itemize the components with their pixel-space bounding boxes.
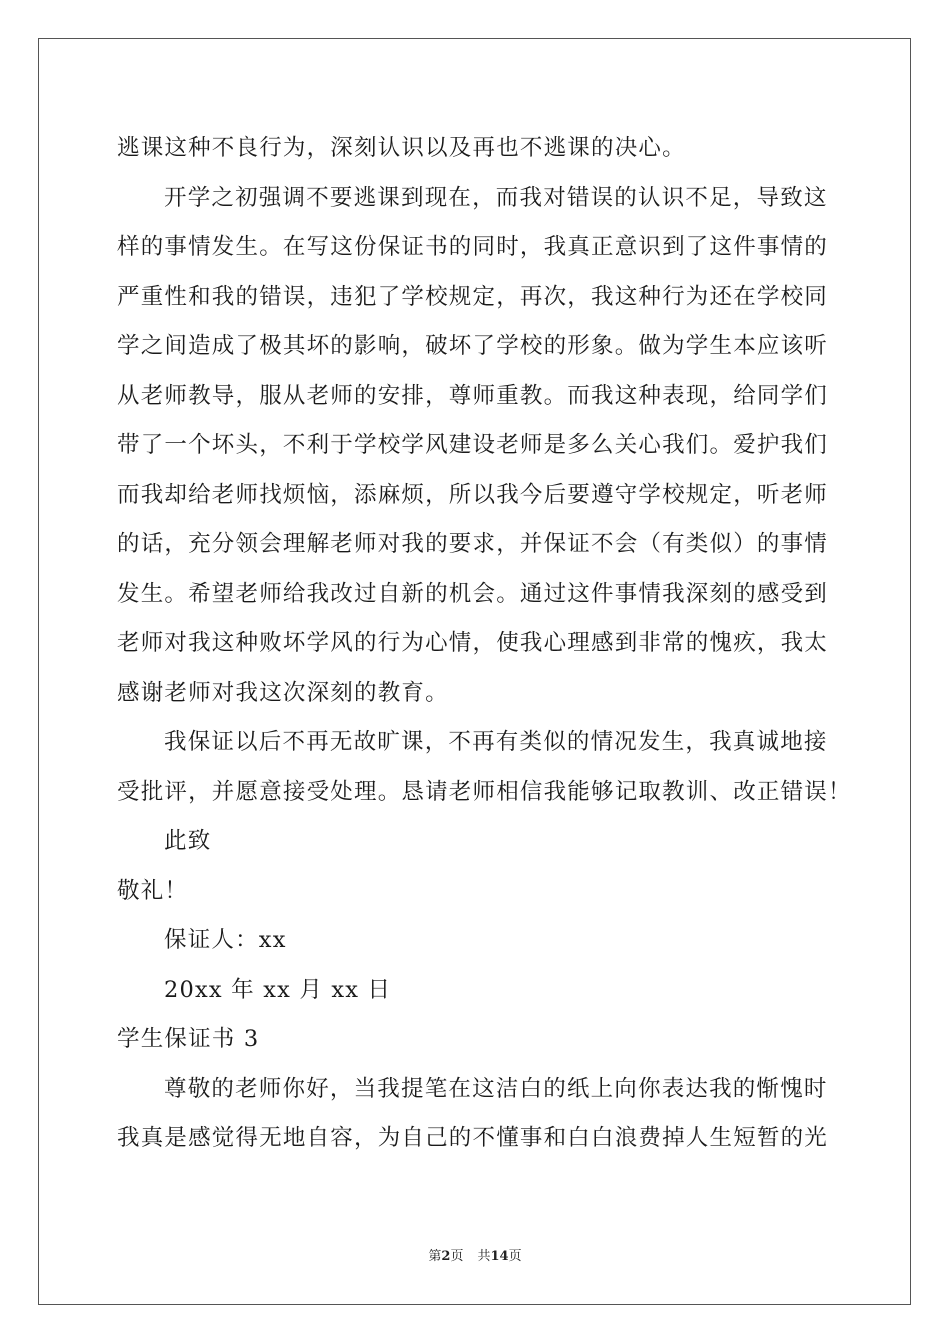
text-line: 样的事情发生。在写这份保证书的同时，我真正意识到了这件事情的 — [117, 234, 829, 260]
page-label-prefix: 第 — [428, 1249, 442, 1264]
text-line: 逃课这种不良行为，深刻认识以及再也不逃课的决心。 — [117, 135, 686, 161]
section-heading: 学生保证书 3 — [117, 1026, 260, 1052]
document-body — [117, 124, 852, 1164]
text-line: 我保证以后不再无故旷课，不再有类似的情况发生，我真诚地接 — [164, 729, 828, 755]
text-line: 我真是感觉得无地自容，为自己的不懂事和白白浪费掉人生短暂的光 — [117, 1125, 829, 1151]
text-line: 尊敬的老师你好，当我提笔在这洁白的纸上向你表达我的惭愧时 — [164, 1075, 828, 1102]
text-line: 受批评，并愿意接受处理。恳请老师相信我能够记取教训、改正错误！ — [117, 778, 852, 805]
text-line: 开学之初强调不要逃课到现在，而我对错误的认识不足，导致这 — [164, 184, 828, 211]
text-line: 而我却给老师找烦恼，添麻烦，所以我今后要遵守学校规定，听老师 — [117, 481, 829, 508]
page-current: 2 — [441, 1249, 451, 1264]
text-line: 学之间造成了极其坏的影响，破坏了学校的形象。做为学生本应该听 — [117, 333, 829, 359]
total-label-prefix: 共 — [477, 1249, 491, 1264]
text-line: 发生。希望老师给我改过自新的机会。通过这件事情我深刻的感受到 — [117, 580, 829, 607]
text-line: 从老师教导，服从老师的安排，尊师重教。而我这种表现，给同学们 — [117, 382, 829, 409]
salutation-line: 敬礼！ — [117, 877, 189, 904]
text-line: 老师对我这种败坏学风的行为心情，使我心理感到非常的愧疚，我太 — [117, 630, 829, 656]
page-total: 14 — [490, 1249, 509, 1264]
text-line: 的话，充分领会理解老师对我的要求，并保证不会（有类似）的事情 — [117, 531, 829, 557]
signature-line: 保证人：xx — [164, 927, 287, 953]
text-line: 带了一个坏头，不利于学校学风建设老师是多么关心我们。爱护我们 — [117, 432, 829, 458]
total-label-suffix: 页 — [508, 1249, 522, 1264]
page-label-suffix: 页 — [450, 1249, 464, 1264]
text-line: 感谢老师对我这次深刻的教育。 — [117, 679, 449, 706]
date-line: 20xx 年 xx 月 xx 日 — [164, 976, 392, 1003]
salutation-line: 此致 — [164, 828, 212, 854]
text-line: 严重性和我的错误，违犯了学校规定，再次，我这种行为还在学校同 — [117, 283, 829, 310]
page-footer — [0, 1248, 950, 1266]
